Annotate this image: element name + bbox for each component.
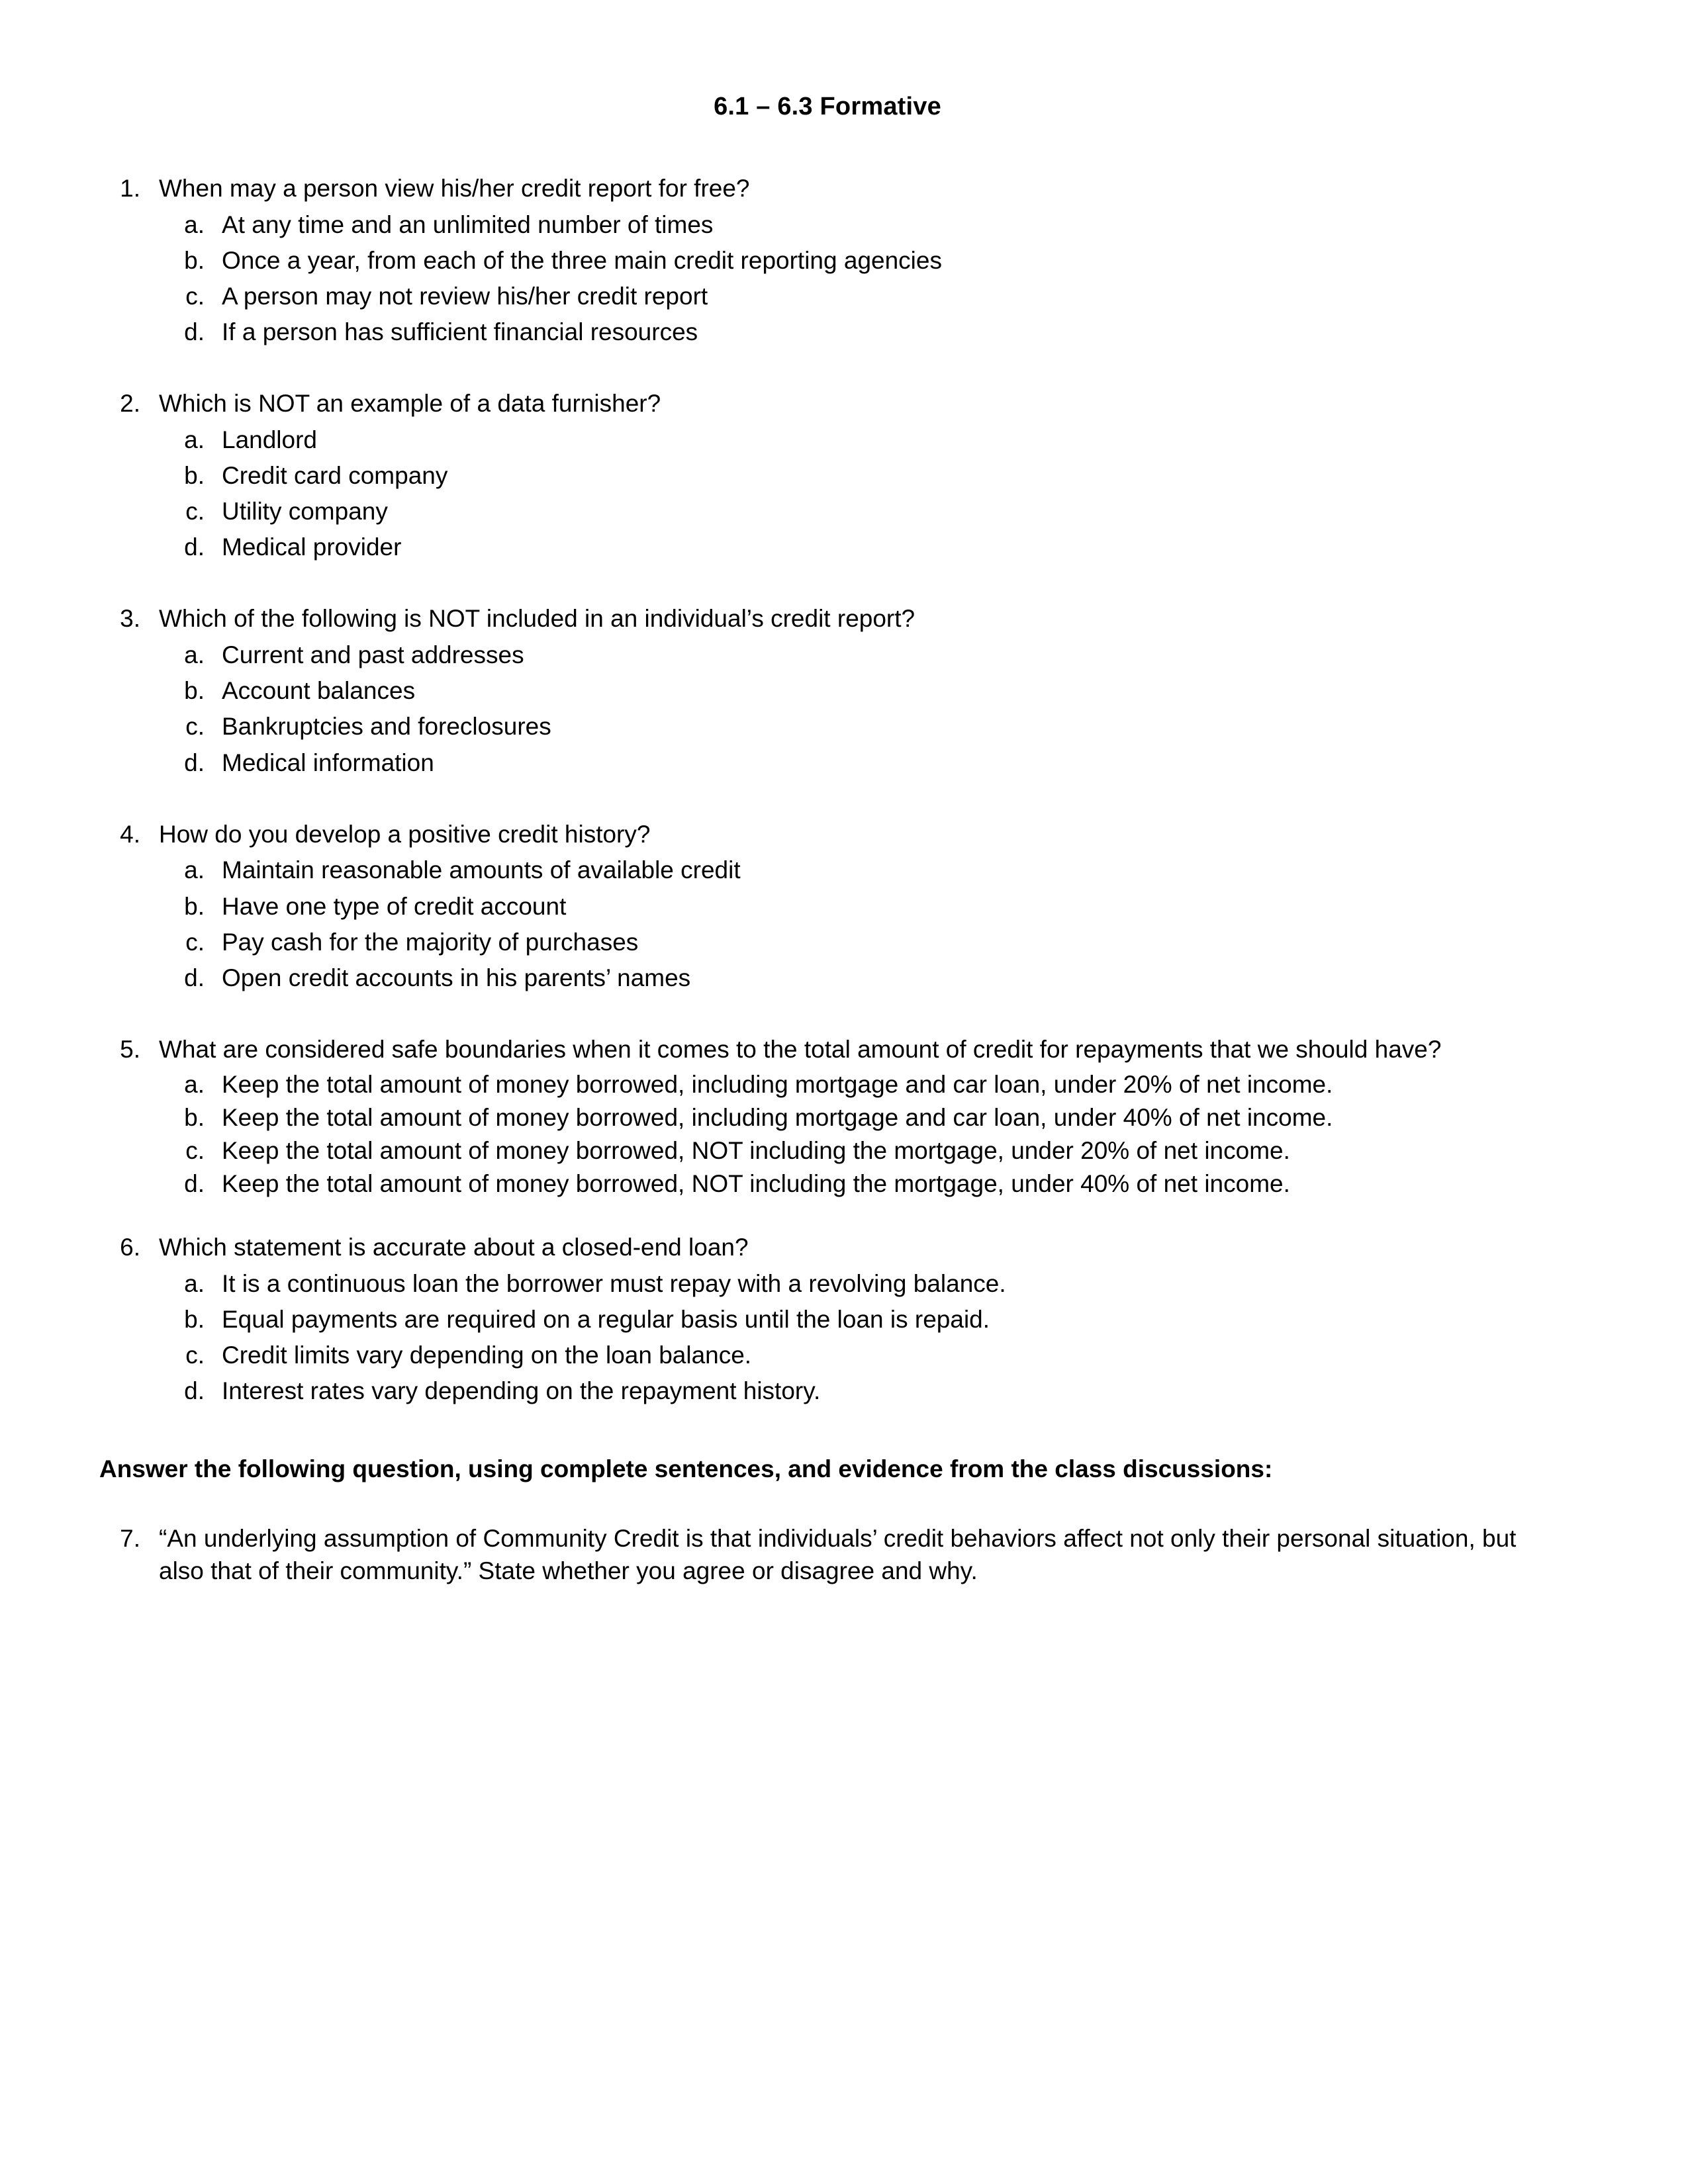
option-letter: c. <box>185 283 205 310</box>
option-b <box>99 1102 1556 1134</box>
option-text: Keep the total amount of money borrowed, NOT including the mortgage, under 40% of net income. <box>222 1169 1290 1197</box>
option-text: Bankruptcies and foreclosures <box>222 713 551 741</box>
option-a <box>99 854 1556 886</box>
option-text: Keep the total amount of money borrowed, NOT including the mortgage, under 20% of net income. <box>222 1136 1290 1164</box>
option-b <box>99 1304 1556 1336</box>
question-line <box>99 603 1556 635</box>
option-text: Credit card company <box>222 462 448 490</box>
option-c <box>99 711 1556 743</box>
option-letter: d. <box>184 749 205 776</box>
option-text: A person may not review his/her credit report <box>222 283 708 310</box>
option-text: Landlord <box>222 426 318 454</box>
question-5 <box>99 1034 1556 1200</box>
option-a <box>99 1268 1556 1300</box>
option-letter: a. <box>184 641 205 669</box>
option-c <box>99 1340 1556 1371</box>
option-text: If a person has sufficient financial resources <box>222 318 698 346</box>
option-list <box>99 209 1556 348</box>
option-list <box>99 1069 1556 1200</box>
option-c <box>99 1135 1556 1167</box>
option-c <box>99 496 1556 527</box>
question-number: 4. <box>120 820 140 848</box>
option-a <box>99 639 1556 671</box>
question-line <box>99 1523 1556 1588</box>
option-letter: c. <box>185 1342 205 1369</box>
question-number: 6. <box>120 1234 140 1261</box>
question-text: When may a person view his/her credit report for free? <box>159 175 750 202</box>
option-b <box>99 675 1556 707</box>
option-text: Open credit accounts in his parents’ names <box>222 964 691 991</box>
question-text: What are considered safe boundaries when it comes to the total amount of credit for repayments that we should have? <box>159 1035 1442 1063</box>
option-d <box>99 747 1556 779</box>
option-letter: d. <box>184 318 205 346</box>
question-number: 2. <box>120 390 140 418</box>
question-line <box>99 173 1556 205</box>
question-number: 5. <box>120 1035 140 1063</box>
option-letter: b. <box>184 462 205 490</box>
option-letter: d. <box>184 1377 205 1405</box>
option-c <box>99 927 1556 958</box>
option-list <box>99 639 1556 778</box>
option-text: Current and past addresses <box>222 641 524 669</box>
section-instruction: Answer the following question, using complete sentences, and evidence from the class discussions: <box>99 1455 1273 1483</box>
question-text: Which of the following is NOT included in an individual’s credit report? <box>159 605 915 633</box>
option-letter: b. <box>184 1305 205 1333</box>
question-line <box>99 819 1556 851</box>
option-list <box>99 424 1556 563</box>
question-number: 1. <box>120 175 140 202</box>
question-3 <box>99 603 1556 778</box>
option-letter: d. <box>184 533 205 561</box>
option-a <box>99 424 1556 456</box>
option-d <box>99 316 1556 348</box>
option-letter: b. <box>184 892 205 920</box>
option-letter: a. <box>184 1269 205 1297</box>
option-text: It is a continuous loan the borrower must repay with a revolving balance. <box>222 1269 1006 1297</box>
question-number: 3. <box>120 605 140 633</box>
option-letter: d. <box>184 1169 205 1197</box>
page-title: 6.1 – 6.3 Formative <box>714 93 941 120</box>
option-list <box>99 1268 1556 1407</box>
question-2 <box>99 388 1556 563</box>
option-text: Equal payments are required on a regular basis until the loan is repaid. <box>222 1305 990 1333</box>
question-6 <box>99 1232 1556 1407</box>
option-b <box>99 891 1556 923</box>
option-letter: a. <box>184 856 205 884</box>
option-text: Utility company <box>222 498 388 525</box>
option-a <box>99 1069 1556 1101</box>
option-text: Interest rates vary depending on the repayment history. <box>222 1377 821 1405</box>
option-letter: c. <box>185 1136 205 1164</box>
question-text: How do you develop a positive credit history? <box>159 820 651 848</box>
option-list <box>99 854 1556 993</box>
question-line <box>99 1232 1556 1264</box>
option-letter: a. <box>184 1070 205 1098</box>
option-letter: d. <box>184 964 205 991</box>
question-4 <box>99 819 1556 994</box>
option-a <box>99 209 1556 241</box>
option-text: Credit limits vary depending on the loan balance. <box>222 1342 752 1369</box>
question-line <box>99 1034 1556 1066</box>
option-letter: b. <box>184 246 205 274</box>
question-line <box>99 388 1556 420</box>
question-1 <box>99 173 1556 348</box>
option-letter: c. <box>185 498 205 525</box>
option-text: Medical information <box>222 749 434 776</box>
option-text: Account balances <box>222 677 416 705</box>
question-7 <box>99 1523 1556 1588</box>
option-d <box>99 1375 1556 1407</box>
option-d <box>99 962 1556 994</box>
question-text: Which statement is accurate about a closed-end loan? <box>159 1234 749 1261</box>
option-text: Have one type of credit account <box>222 892 567 920</box>
option-text: Maintain reasonable amounts of available credit <box>222 856 741 884</box>
option-b <box>99 245 1556 277</box>
question-number: 7. <box>120 1525 140 1553</box>
option-text: Medical provider <box>222 533 402 561</box>
option-text: Once a year, from each of the three main credit reporting agencies <box>222 246 942 274</box>
option-b <box>99 460 1556 492</box>
option-text: Pay cash for the majority of purchases <box>222 928 639 956</box>
option-letter: b. <box>184 677 205 705</box>
question-text: “An underlying assumption of Community Credit is that individuals’ credit behaviors affect not only their personal situation, but also that of their community.” State whether you agree or disagree and why. <box>159 1525 1517 1584</box>
option-text: At any time and an unlimited number of times <box>222 210 714 238</box>
option-letter: a. <box>184 210 205 238</box>
option-d <box>99 1168 1556 1200</box>
question-text: Which is NOT an example of a data furnisher? <box>159 390 661 418</box>
option-d <box>99 531 1556 563</box>
option-letter: b. <box>184 1103 205 1131</box>
option-letter: c. <box>185 928 205 956</box>
option-letter: a. <box>184 426 205 454</box>
option-c <box>99 281 1556 312</box>
option-letter: c. <box>185 713 205 741</box>
option-text: Keep the total amount of money borrowed, including mortgage and car loan, under 20% of net income. <box>222 1070 1333 1098</box>
option-text: Keep the total amount of money borrowed, including mortgage and car loan, under 40% of net income. <box>222 1103 1333 1131</box>
